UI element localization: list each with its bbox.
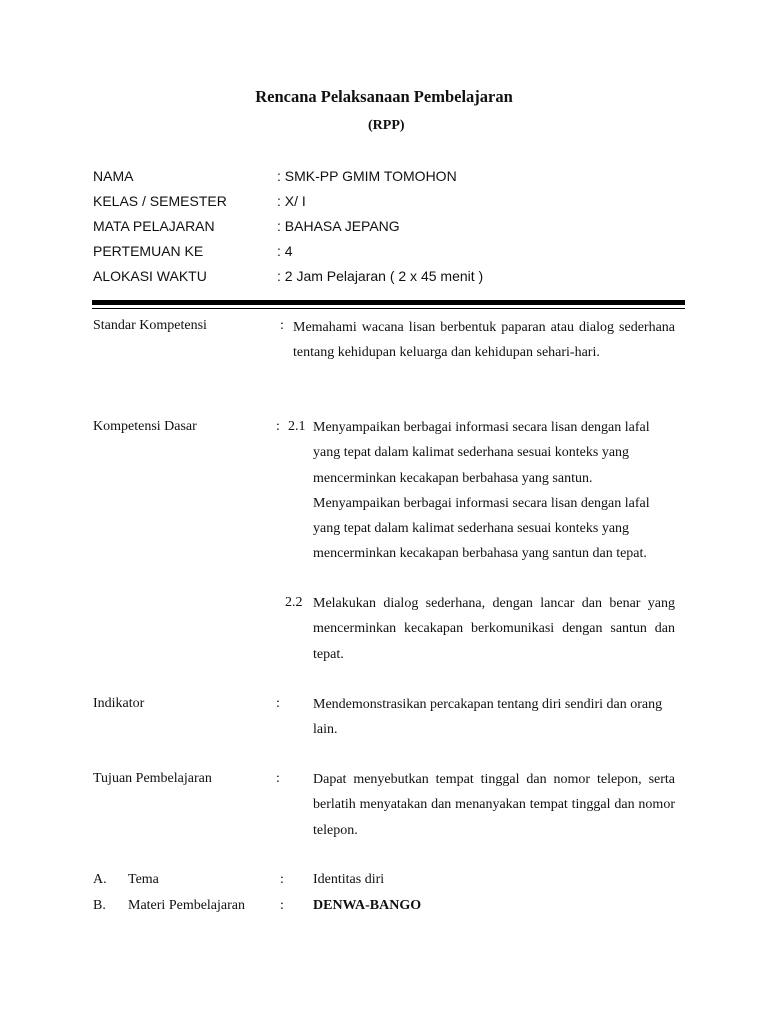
header-divider-thin bbox=[92, 308, 685, 309]
indikator-text: Mendemonstrasikan percakapan tentang diri sendiri dan orang lain. bbox=[313, 697, 663, 738]
identity-value: : 2 Jam Pelajaran ( 2 x 45 menit ) bbox=[277, 268, 484, 284]
identity-label: KELAS / SEMESTER bbox=[93, 193, 227, 209]
kompetensi-colon: : bbox=[276, 419, 280, 434]
identity-label: NAMA bbox=[93, 168, 134, 184]
tema-colon: : bbox=[280, 872, 284, 887]
kompetensi-number: 2.1 bbox=[288, 419, 306, 434]
identity-label: PERTEMUAN KE bbox=[93, 243, 204, 259]
identity-label: ALOKASI WAKTU bbox=[93, 268, 207, 284]
document-subtitle: (RPP) bbox=[368, 118, 405, 133]
indikator-label: Indikator bbox=[93, 696, 145, 711]
kompetensi-label: Kompetensi Dasar bbox=[93, 419, 197, 434]
tema-marker: A. bbox=[93, 872, 107, 887]
tujuan-colon: : bbox=[276, 771, 280, 786]
tema-label: Tema bbox=[128, 872, 159, 887]
identity-value: : X/ I bbox=[277, 193, 306, 209]
identity-table bbox=[93, 166, 693, 291]
tujuan-label: Tujuan Pembelajaran bbox=[93, 771, 212, 786]
header-divider-thick bbox=[92, 300, 685, 305]
materi-colon: : bbox=[280, 898, 284, 913]
identity-row bbox=[93, 216, 693, 241]
kompetensi-text: Menyampaikan berbagai informasi secara lisan dengan lafal yang tepat dalam kalimat sederhana sesuai konteks yang mencerminkan kecakapan berbahasa yang santun. Menyampaikan berbagai informasi secara lisan dengan lafal yang tepat dalam kalimat sederhana sesuai konteks yang mencerminkan kecakapan berbahasa yang santun dan tepat. bbox=[313, 420, 650, 562]
identity-label: MATA PELAJARAN bbox=[93, 218, 215, 234]
tujuan-text: Dapat menyebutkan tempat tinggal dan nomor telepon, serta berlatih menyatakan dan menanyakan tempat tinggal dan nomor telepon. bbox=[313, 772, 675, 838]
standar-label: Standar Kompetensi bbox=[93, 318, 207, 333]
identity-row bbox=[93, 166, 693, 191]
materi-marker: B. bbox=[93, 898, 106, 913]
identity-value: : SMK-PP GMIM TOMOHON bbox=[277, 168, 457, 184]
materi-label: Materi Pembelajaran bbox=[128, 898, 246, 913]
identity-value: : BAHASA JEPANG bbox=[277, 218, 400, 234]
tema-value: Identitas diri bbox=[313, 872, 385, 887]
kompetensi-text: Melakukan dialog sederhana, dengan lancar dan benar yang mencerminkan kecakapan berkomunikasi dengan santun dan tepat. bbox=[313, 596, 675, 662]
identity-value: : 4 bbox=[277, 243, 293, 259]
materi-value: DENWA-BANGO bbox=[313, 898, 422, 913]
kompetensi-number: 2.2 bbox=[285, 595, 303, 610]
standar-text: Memahami wacana lisan berbentuk paparan atau dialog sederhana tentang kehidupan keluarga dan kehidupan sehari-hari. bbox=[293, 320, 675, 361]
standar-colon: : bbox=[280, 318, 284, 333]
document-title: Rencana Pelaksanaan Pembelajaran bbox=[255, 87, 513, 106]
indikator-colon: : bbox=[276, 696, 280, 711]
identity-row bbox=[93, 191, 693, 216]
identity-row bbox=[93, 241, 693, 266]
identity-row bbox=[93, 266, 693, 291]
